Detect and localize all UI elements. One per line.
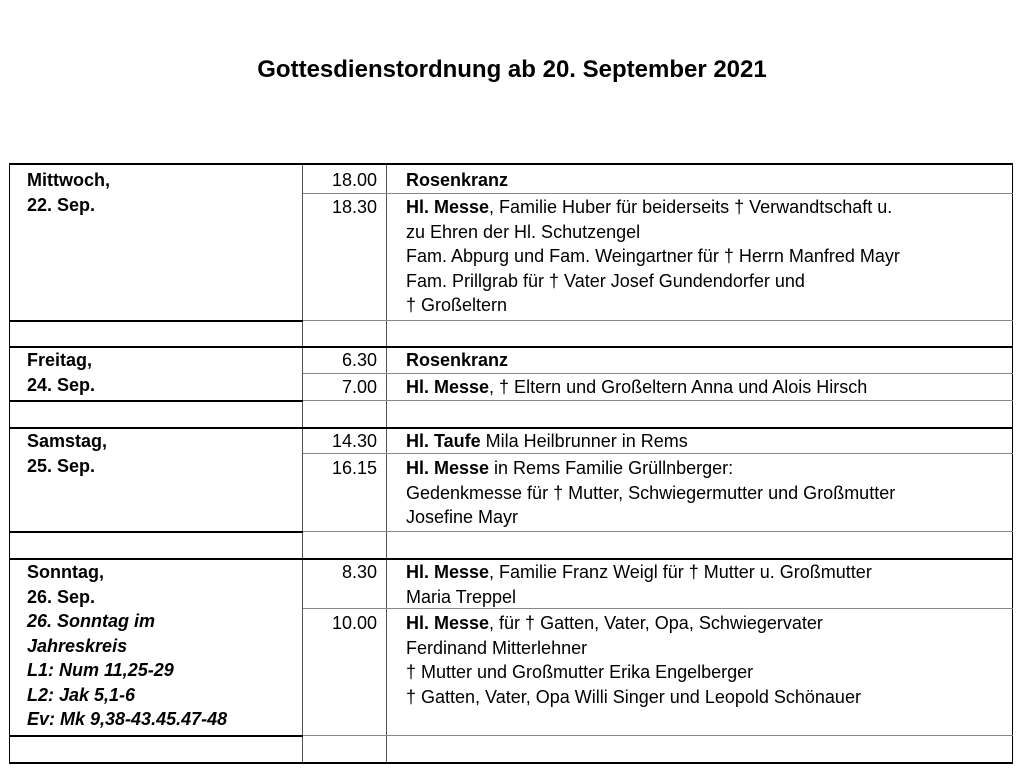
reading-2: L2: Jak 5,1-6	[27, 684, 136, 705]
row-divider	[303, 373, 1013, 374]
service-description	[406, 611, 1006, 709]
service-time: 8.30	[341, 562, 377, 582]
group-divider	[9, 400, 303, 402]
day-name: Mittwoch,	[27, 170, 110, 190]
service-text: Mila Heilbrunner in Rems	[480, 431, 688, 451]
column-divider-day	[302, 165, 303, 763]
service-description	[406, 429, 1006, 454]
day-date: 24. Sep.	[27, 374, 96, 395]
service-line: Ferdinand Mitterlehner	[406, 637, 588, 658]
service-text: , für † Gatten, Vater, Opa, Schwiegervater	[489, 613, 823, 633]
row-divider	[303, 531, 1013, 532]
service-type: Hl. Messe	[406, 458, 490, 478]
service-line: † Mutter und Großmutter Erika Engelberger	[406, 662, 754, 682]
service-text: , † Eltern und Großeltern Anna und Alois Hirsch	[489, 377, 868, 397]
service-time: 6.30	[341, 350, 377, 370]
service-time: 7.00	[341, 377, 377, 397]
row-divider	[303, 400, 1013, 401]
service-time: 16.15	[331, 458, 377, 478]
row-divider	[303, 193, 1013, 194]
day-name: Sonntag,	[27, 562, 104, 582]
service-time: 14.30	[331, 431, 377, 451]
service-type: Rosenkranz	[406, 350, 509, 370]
service-line: zu Ehren der Hl. Schutzengel	[406, 221, 641, 242]
group-divider	[9, 320, 303, 322]
service-type: Hl. Taufe	[406, 431, 481, 451]
day-cell-friday	[27, 348, 297, 397]
service-time: 18.00	[331, 170, 377, 190]
column-divider-time	[386, 165, 387, 763]
service-type: Hl. Messe	[406, 613, 490, 633]
service-line: † Gatten, Vater, Opa Willi Singer und Leopold Schönauer	[406, 686, 861, 707]
service-line: Josefine Mayr	[406, 507, 519, 527]
gospel-reading: Ev: Mk 9,38-43.45.47-48	[27, 709, 228, 729]
service-text: , Familie Huber für beiderseits † Verwandtschaft u.	[489, 197, 893, 217]
page-title: Gottesdienstordnung ab 20. September 2021	[257, 56, 767, 83]
service-description	[406, 375, 1006, 400]
service-line: Gedenkmesse für † Mutter, Schwiegermutter und Großmutter	[406, 482, 896, 503]
day-name: Freitag,	[27, 350, 93, 370]
service-description	[406, 456, 1006, 530]
service-time: 10.00	[331, 613, 377, 633]
service-line: † Großeltern	[406, 295, 508, 315]
table-bottom-border	[9, 762, 1013, 764]
row-divider	[303, 735, 1013, 736]
service-text: , Familie Franz Weigl für † Mutter u. Großmutter	[489, 562, 872, 582]
service-description	[406, 348, 1006, 373]
group-divider	[9, 735, 303, 737]
service-text: in Rems Familie Grüllnberger:	[489, 458, 734, 478]
service-type: Hl. Messe	[406, 377, 490, 397]
day-cell-saturday	[27, 429, 297, 478]
liturgical-day: Jahreskreis	[27, 635, 128, 656]
service-line: Maria Treppel	[406, 586, 517, 607]
service-description	[406, 560, 1006, 609]
reading-1: L1: Num 11,25-29	[27, 660, 174, 680]
liturgical-day: 26. Sonntag im	[27, 611, 156, 631]
day-date: 25. Sep.	[27, 455, 96, 476]
service-type: Hl. Messe	[406, 197, 490, 217]
service-time: 18.30	[331, 197, 377, 217]
group-divider	[9, 531, 303, 533]
service-type: Rosenkranz	[406, 170, 509, 190]
day-cell-sunday	[27, 560, 297, 732]
service-description	[406, 195, 1006, 318]
day-cell-wednesday	[27, 168, 297, 217]
service-line: Fam. Prillgrab für † Vater Josef Gundendorfer und	[406, 270, 805, 291]
service-description	[406, 168, 1006, 193]
day-date: 26. Sep.	[27, 586, 96, 607]
row-divider	[303, 320, 1013, 321]
day-name: Samstag,	[27, 431, 108, 451]
service-line: Fam. Abpurg und Fam. Weingartner für † Herrn Manfred Mayr	[406, 246, 900, 266]
day-date: 22. Sep.	[27, 194, 96, 215]
service-type: Hl. Messe	[406, 562, 490, 582]
